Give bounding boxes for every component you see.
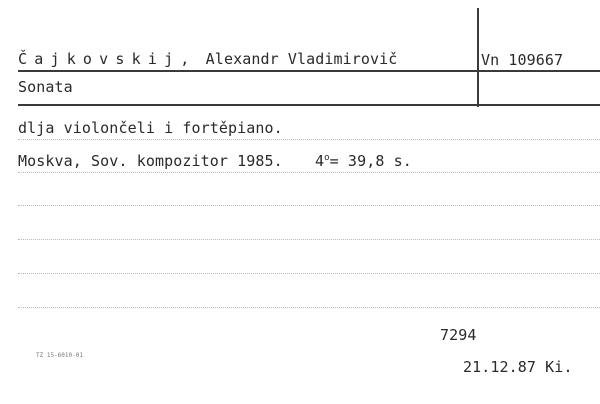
ruled-line — [18, 273, 600, 274]
ruled-line — [18, 239, 600, 240]
ruled-line — [18, 139, 600, 140]
shelfmark-divider — [477, 8, 479, 107]
accession-number: 7294 — [440, 326, 477, 344]
date-initials: 21.12.87 Ki. — [463, 358, 573, 376]
heading-rule — [18, 70, 600, 72]
format-superscript: o — [324, 153, 330, 163]
title-rule — [18, 104, 600, 106]
ruled-line — [18, 205, 600, 206]
author-heading — [18, 50, 397, 68]
printer-mark: TZ 15-6010-01 — [36, 352, 83, 359]
imprint: Moskva, Sov. kompozitor 1985. — [18, 152, 283, 170]
format-base: 4 — [315, 152, 325, 170]
ruled-line — [18, 172, 600, 173]
subtitle: dlja violončeli i fortěpiano. — [18, 119, 283, 137]
author-given-names: Alexandr Vladimirovič — [196, 50, 398, 68]
format-extent — [315, 152, 412, 170]
format-pages: = 39,8 s. — [329, 152, 412, 170]
author-surname: Čajkovskij, — [18, 50, 197, 68]
title: Sonata — [18, 78, 73, 96]
shelfmark: Vn 109667 — [481, 51, 564, 69]
ruled-line — [18, 307, 600, 308]
